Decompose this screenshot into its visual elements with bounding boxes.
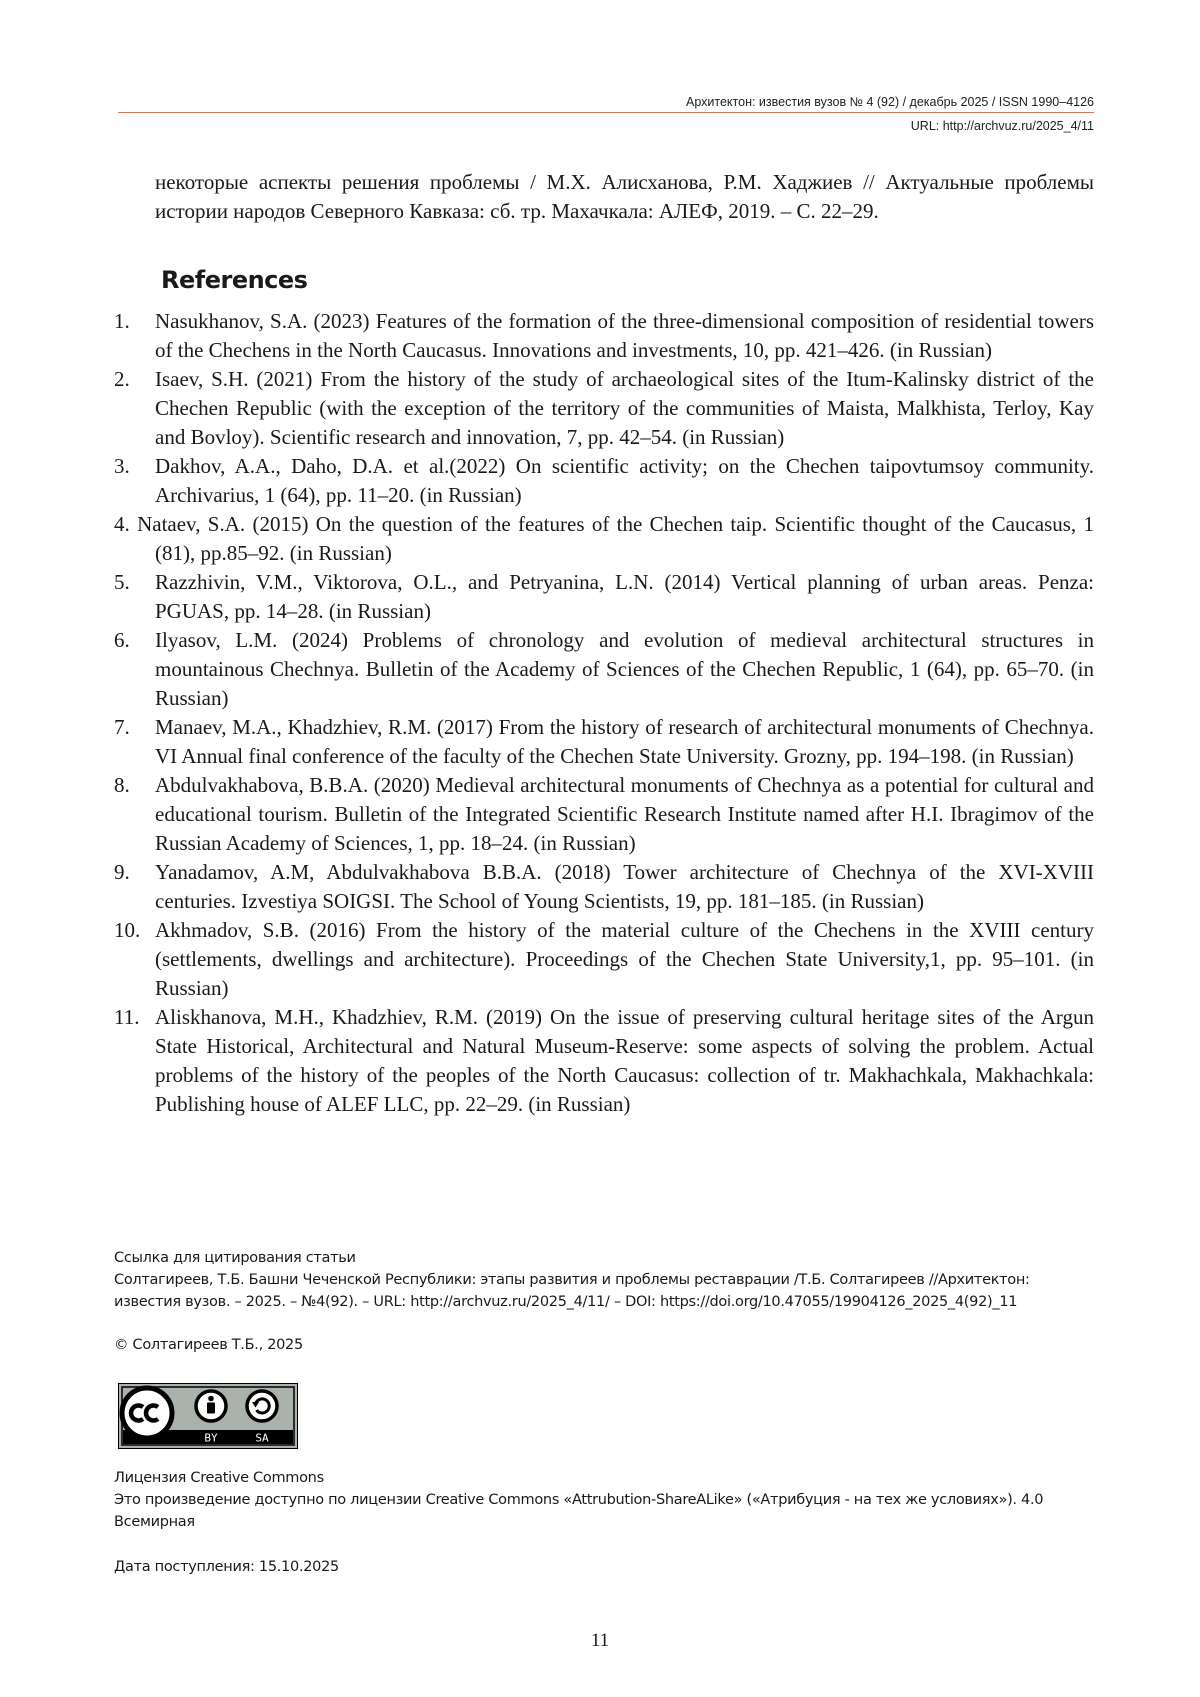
cc-icon: [122, 1388, 172, 1438]
license-block: [114, 1467, 1094, 1533]
reference-number: 10.: [114, 918, 141, 942]
reference-text: Dakhov, A.A., Daho, D.A. et al.(2022) On scientific activity; on the Chechen taipovtumsoy community. Archivarius, 1 (64), pp. 11–20. (in Russian): [155, 454, 1094, 507]
received-date: Дата поступления: 15.10.2025: [114, 1559, 339, 1575]
reference-text: Manaev, M.A., Khadzhiev, R.M. (2017) From the history of research of architectural monuments of Chechnya. VI Annual final conference of the faculty of the Chechen State University. Grozny, pp. 194–198. (in Russian): [155, 715, 1094, 768]
license-title: Лицензия Creative Commons: [114, 1470, 324, 1486]
reference-text: Akhmadov, S.B. (2016) From the history of the material culture of the Chechens in the XVIII century (settlements, dwellings and architecture). Proceedings of the Chechen State University,1, pp. 95–101. (in Russian): [155, 918, 1094, 1000]
reference-number: 3.: [114, 454, 130, 478]
reference-item: [114, 452, 1094, 510]
reference-text: Nataev, S.A. (2015) On the question of the features of the Chechen taip. Scientific thought of the Caucasus, 1 (81), pp.85–92. (in Russian): [137, 512, 1095, 565]
cc-sa-label: SA: [255, 1431, 269, 1445]
citation-text: Солтагиреев, Т.Б. Башни Чеченской Республики: этапы развития и проблемы реставрации /Т.Б. Солтагиреев //Архитектон: известия вузов. – 2025. – №4(92). – URL: http://archvuz.ru/2025_4/11/ – DOI: https://doi.org/10.47055/19904126_2025_4(92)_11: [114, 1272, 1030, 1310]
attribution-icon: [196, 1391, 226, 1421]
reference-item: [114, 365, 1094, 452]
reference-item: [114, 307, 1094, 365]
journal-info: Архитектон: известия вузов № 4 (92) / декабрь 2025 / ISSN 1990–4126: [686, 95, 1094, 109]
reference-item: [114, 916, 1094, 1003]
reference-text: Nasukhanov, S.A. (2023) Features of the formation of the three-dimensional composition of residential towers of the Chechens in the North Caucasus. Innovations and investments, 10, pp. 421–426. (in Russian): [155, 309, 1094, 362]
references-list: [114, 307, 1094, 1119]
reference-number: 1.: [114, 309, 130, 333]
copyright-notice: © Солтагиреев Т.Б., 2025: [114, 1337, 303, 1353]
reference-number: 8.: [114, 773, 130, 797]
cc-by-sa-badge[interactable]: [118, 1383, 298, 1449]
reference-text: Ilyasov, L.M. (2024) Problems of chronology and evolution of medieval architectural structures in mountainous Chechnya. Bulletin of the Academy of Sciences of the Chechen Republic, 1 (64), pp. 65–70. (in Russian): [155, 628, 1094, 710]
reference-text: Yanadamov, A.M, Abdulvakhabova B.B.A. (2018) Tower architecture of Chechnya of the XVI-XVIII centuries. Izvestiya SOIGSI. The School of Young Scientists, 19, pp. 181–185. (in Russian): [155, 860, 1094, 913]
share-alike-icon: [247, 1391, 277, 1421]
reference-item: [114, 858, 1094, 916]
reference-text: Razzhivin, V.M., Viktorova, O.L., and Petryanina, L.N. (2014) Vertical planning of urban areas. Penza: PGUAS, pp. 14–28. (in Russian): [155, 570, 1094, 623]
reference-number: 7.: [114, 715, 130, 739]
reference-number: 6.: [114, 628, 130, 652]
reference-item: [114, 510, 1094, 568]
page-number: 11: [590, 1630, 610, 1651]
reference-number: 4.: [114, 512, 130, 536]
reference-number: 9.: [114, 860, 130, 884]
reference-text: Aliskhanova, M.H., Khadzhiev, R.M. (2019) On the issue of preserving cultural heritage sites of the Argun State Historical, Architectural and Natural Museum-Reserve: some aspects of solving the problem. Actual problems of the history of the peoples of the North Caucasus: collection of tr. Makhachkala, Makhachkala: Publishing house of ALEF LLC, pp. 22–29. (in Russian): [155, 1005, 1094, 1116]
references-heading: References: [161, 266, 308, 294]
reference-number: 11.: [114, 1005, 140, 1029]
reference-text: Abdulvakhabova, B.B.A. (2020) Medieval architectural monuments of Chechnya as a potential for cultural and educational tourism. Bulletin of the Integrated Scientific Research Institute named after H.I. Ibragimov of the Russian Academy of Sciences, 1, pp. 18–24. (in Russian): [155, 773, 1094, 855]
reference-item: [114, 1003, 1094, 1119]
reference-number: 5.: [114, 570, 130, 594]
reference-item: [114, 568, 1094, 626]
citation-block: [114, 1247, 1094, 1313]
article-url[interactable]: URL: http://archvuz.ru/2025_4/11: [910, 119, 1094, 133]
previous-reference-continuation: некоторые аспекты решения проблемы / М.Х. Алисханова, Р.М. Хаджиев // Актуальные проблемы истории народов Северного Кавказа: сб. тр. Махачкала: АЛЕФ, 2019. – С. 22–29.: [155, 170, 1094, 223]
header-divider: [118, 112, 1094, 113]
citation-heading: Ссылка для цитирования статьи: [114, 1250, 356, 1266]
running-header: [118, 94, 1094, 134]
license-text: Это произведение доступно по лицензии Creative Commons «Attrubution-ShareALike» («Атрибуция - на тех же условиях»). 4.0 Всемирная: [114, 1492, 1044, 1530]
reference-text: Isaev, S.H. (2021) From the history of the study of archaeological sites of the Itum-Kalinsky district of the Chechen Republic (with the exception of the territory of the communities of Maista, Malkhista, Terloy, Kay and Bovloy). Scientific research and innovation, 7, pp. 42–54. (in Russian): [155, 367, 1094, 449]
reference-item: [114, 626, 1094, 713]
reference-item: [114, 713, 1094, 771]
reference-item: [114, 771, 1094, 858]
reference-number: 2.: [114, 367, 130, 391]
cc-by-label: BY: [204, 1431, 218, 1445]
